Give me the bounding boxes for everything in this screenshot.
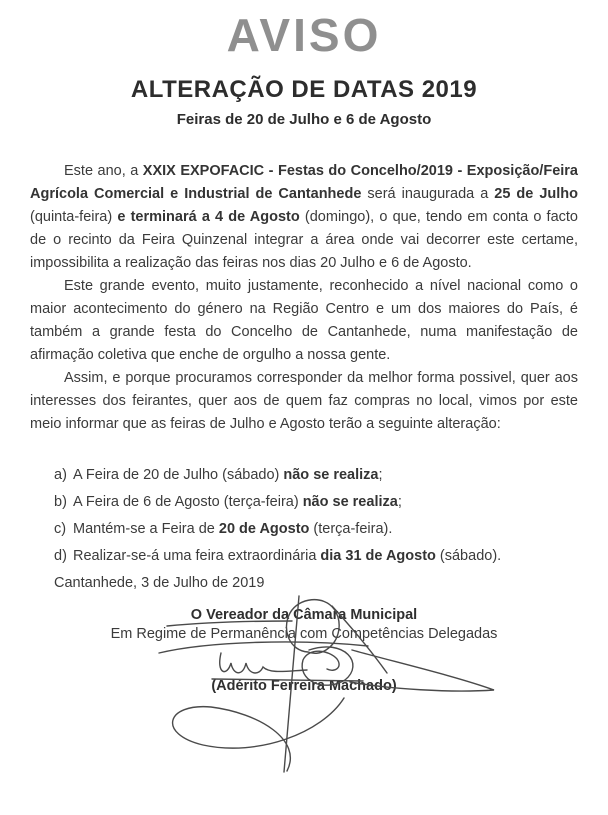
list-item-d bbox=[54, 545, 578, 568]
list-item-label: a) bbox=[54, 466, 67, 483]
paragraph-changes: Assim, e porque procuramos corresponder da melhor forma possivel, quer aos interesses dos feirantes, quer aos de quem faz compras no local, vimos por este meio informar que as feiras de Julho e Agosto terão a seguinte alteração: bbox=[30, 369, 578, 432]
list-item-a bbox=[54, 464, 578, 487]
list-item-text: Realizar-se-á uma feira extraordinária dia 31 de Agosto (sábado). bbox=[73, 547, 502, 564]
list-item-label: d) bbox=[54, 547, 67, 564]
list-item-text: Mantém-se a Feira de 20 de Agosto (terça-feira). bbox=[73, 520, 393, 537]
notice-body bbox=[30, 160, 578, 436]
list-item-text: A Feira de 20 de Julho (sábado) não se realiza; bbox=[73, 466, 383, 483]
list-item-text: A Feira de 6 de Agosto (terça-feira) não se realiza; bbox=[73, 493, 402, 510]
page-title: AVISO bbox=[226, 9, 382, 61]
list-item-c bbox=[54, 518, 578, 541]
paragraph-intro: Este ano, a XXIX EXPOFACIC - Festas do Concelho/2019 - Exposição/Feira Agrícola Comercial e Industrial de Cantanhede será inaugurada a 25 de Julho (quinta-feira) e terminará a 4 de Agosto (domingo), o que, tendo em conta o facto de o recinto da Feira Quinzenal integrar a área onde vai decorrer este certame, impossibilita a realização das feiras nos dias 20 Julho e 6 de Agosto. bbox=[30, 162, 579, 271]
list-item-label: b) bbox=[54, 493, 67, 510]
notice-subsubtitle: Feiras de 20 de Julho e 6 de Agosto bbox=[176, 110, 432, 128]
signature-block bbox=[0, 606, 608, 696]
signatory-name: (Adérito Ferreira Machado) bbox=[211, 677, 397, 694]
list-item-label: c) bbox=[54, 520, 67, 537]
dateline: Cantanhede, 3 de Julho de 2019 bbox=[54, 574, 265, 591]
paragraph-event: Este grande evento, muito justamente, reconhecido a nível nacional como o maior acontecimento do género na Região Centro e um dos maiores do País, é também a grande festa do Concelho de Cantanhede, numa manifestação de afirmação coletiva que enche de orgulho a nossa gente. bbox=[30, 277, 578, 363]
notice-subtitle: ALTERAÇÃO DE DATAS 2019 bbox=[130, 75, 478, 103]
signatory-role: O Vereador da Câmara Municipal bbox=[190, 606, 418, 623]
changes-list bbox=[54, 464, 578, 568]
signatory-regime: Em Regime de Permanência com Competências Delegadas bbox=[110, 625, 498, 642]
list-item-b bbox=[54, 491, 578, 514]
